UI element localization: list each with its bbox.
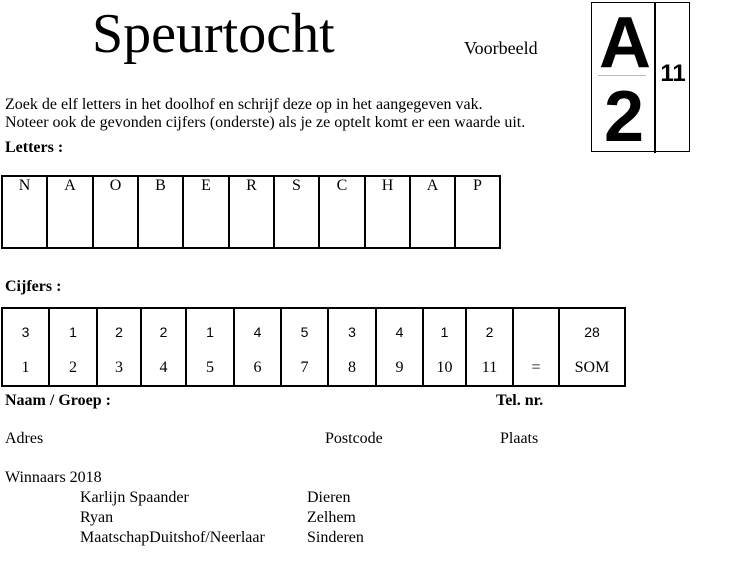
digits-grid [1,307,626,387]
letter-cell[interactable]: A [410,176,455,248]
letter-cell[interactable]: R [229,176,274,248]
letter-cell[interactable]: C [319,176,365,248]
digit-index: 9 [395,359,404,376]
letter-cell[interactable]: B [138,176,183,248]
digit-cell[interactable] [2,308,49,386]
page-title: Speurtocht [92,3,335,65]
letters-label: Letters : [5,139,64,156]
digit-index: 3 [115,359,123,376]
digit-index: 2 [69,359,77,376]
digit-value: 1 [440,324,449,340]
address-label: Adres [5,430,44,447]
digit-cell[interactable] [281,308,328,386]
puzzle-code-badge [591,2,690,157]
winner-place: Zelhem [307,509,356,526]
digit-value: 4 [395,324,404,340]
winner-place: Dieren [307,489,351,506]
letter-cell[interactable]: P [455,176,500,248]
equals-cell [513,308,559,386]
digit-value: 2 [485,324,494,340]
letter-cell[interactable]: N [2,176,47,248]
letter-cell[interactable]: O [93,176,138,248]
digit-value: 1 [69,324,77,340]
digit-cell[interactable] [234,308,281,386]
badge-number: 11 [660,60,686,87]
winner-name: MaatschapDuitshof/Neerlaar [80,529,265,546]
digit-cell[interactable] [97,308,141,386]
winner-place: Sinderen [307,529,364,546]
digit-cell[interactable] [466,308,513,386]
phone-label: Tel. nr. [496,392,544,409]
digit-index: 6 [253,359,262,376]
digit-value: 4 [253,324,262,340]
postcode-label: Postcode [325,430,383,447]
digit-cell[interactable] [328,308,376,386]
digit-value: 5 [300,324,309,340]
digit-value: 3 [348,324,356,340]
digit-cell[interactable] [423,308,466,386]
digit-index: 11 [481,359,498,376]
letter-cell[interactable]: S [274,176,319,248]
digit-value: 2 [115,324,123,340]
winner-name: Karlijn Spaander [80,489,189,506]
sum-value: 28 [584,324,600,340]
cijfers-label: Cijfers : [5,278,62,295]
digit-value: 2 [159,324,168,340]
letters-grid [1,175,501,249]
badge-digit: 2 [603,77,645,157]
digit-cell[interactable] [186,308,234,386]
sum-cell[interactable] [559,308,625,386]
name-group-label: Naam / Groep : [5,392,111,409]
digit-index: 4 [159,359,168,376]
digit-index: 10 [436,359,453,376]
letter-cell[interactable]: A [47,176,93,248]
digit-value: 1 [206,324,214,340]
digit-index: 8 [348,359,356,376]
city-label: Plaats [500,430,539,447]
subtitle: Voorbeeld [464,38,538,58]
winner-name: Ryan [80,509,114,526]
digit-cell[interactable] [49,308,97,386]
instruction-line-1: Zoek de elf letters in het doolhof en schrijf deze op in het aangegeven vak. [5,96,483,113]
digit-value: 3 [21,324,30,340]
sum-label: SOM [574,359,610,376]
badge-letter: A [599,3,651,83]
digit-index: 1 [21,359,30,376]
letter-cell[interactable]: H [365,176,410,248]
digit-index: 5 [206,359,214,376]
digit-index: 7 [300,359,309,376]
digit-cell[interactable] [141,308,186,386]
digit-cell[interactable] [376,308,423,386]
equals-sign: = [531,359,541,376]
badge-divider [654,3,656,153]
letter-cell[interactable]: E [183,176,229,248]
winners-title: Winnaars 2018 [5,469,102,486]
instruction-line-2: Noteer ook de gevonden cijfers (onderste) als je ze optelt komt er een waarde uit. [5,114,526,131]
